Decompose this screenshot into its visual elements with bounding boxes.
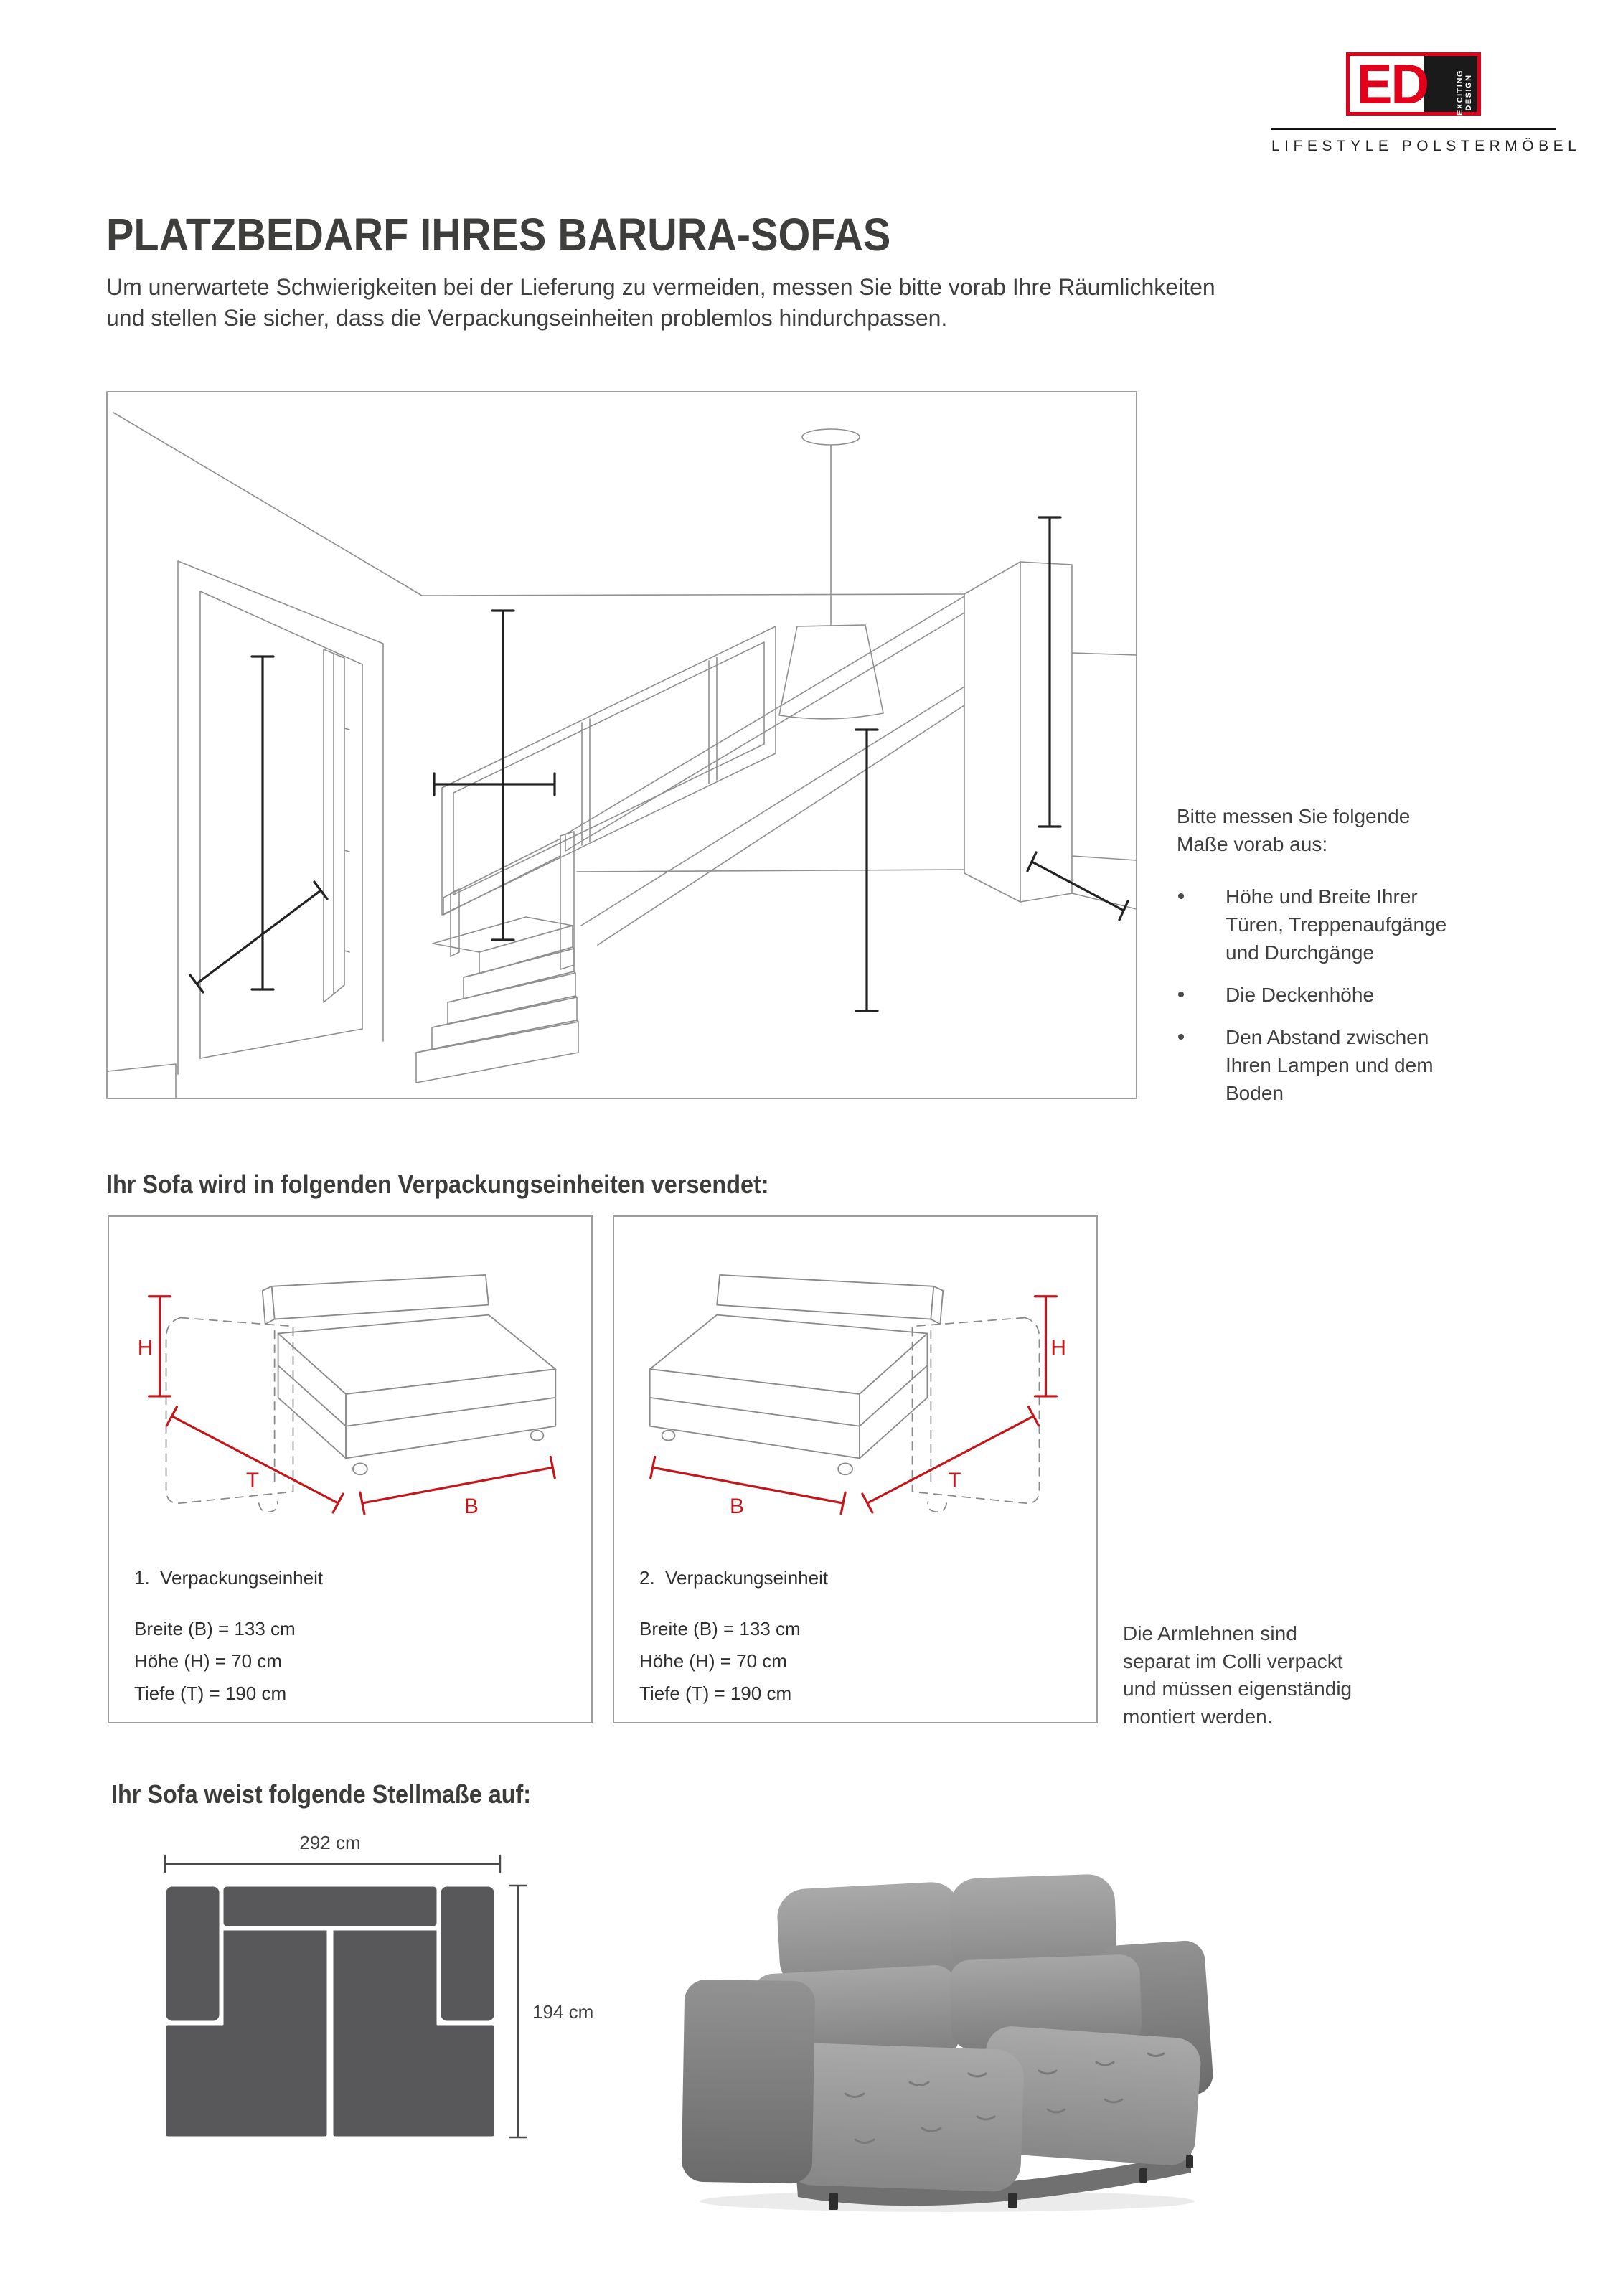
sofa-armrest-left (682, 1979, 816, 2183)
packaging-unit-1-card (108, 1215, 593, 1723)
intro-line-1: Um unerwartete Schwierigkeiten bei der Lieferung zu vermeiden, messen Sie bitte vorab Ihre Räumlichkeiten (106, 274, 1215, 300)
footprint-plan (151, 1819, 596, 2149)
brand-block (1271, 52, 1581, 155)
logo-vertical-text (1456, 70, 1473, 116)
sofa-top-view (165, 1886, 495, 2137)
walls-drawing (108, 413, 964, 1098)
logo-divider (1271, 128, 1556, 130)
packaging-unit-1-illustration (109, 1217, 591, 1554)
stair-railing-drawing (565, 596, 964, 945)
armrest-note: Die Armlehnen sind separat im Colli verpackt und müssen eigenständig montiert werden. (1123, 1622, 1352, 1728)
list-item (1177, 883, 1464, 966)
footprint-depth-arrow (509, 1886, 527, 2137)
door-width-arrow (190, 882, 327, 992)
packaging-heading: Ihr Sofa wird in folgenden Verpackungseinheiten versendet: (106, 1170, 769, 1199)
intro-line-2: und stellen Sie sicher, dass die Verpackungseinheiten problemlos hindurchpassen. (106, 305, 948, 331)
brand-tagline: LIFESTYLE POLSTERMÖBEL (1271, 138, 1581, 154)
footprint-width-arrow (165, 1855, 500, 1873)
page-title-text: PLATZBEDARF IHRES BARURA-SOFAS (106, 209, 891, 260)
door-drawing (178, 561, 383, 1074)
depth-dim-label: T (948, 1469, 961, 1493)
width-dim-label: B (464, 1494, 479, 1518)
footprint-heading: Ihr Sofa weist folgende Stellmaße auf: (111, 1779, 532, 1809)
depth-dim-label: T (245, 1469, 260, 1493)
packaging-unit-2-card (613, 1215, 1098, 1723)
dim-tiefe: Tiefe (T) = 190 cm (134, 1683, 287, 1704)
height-dim-label: H (1050, 1336, 1066, 1360)
logo-vertical-line2: DESIGN (1464, 74, 1474, 111)
packaging-unit-label: 1. Verpackungseinheit (134, 1567, 324, 1589)
list-item (1177, 981, 1464, 1009)
dim-hoehe: Höhe (H) = 70 cm (639, 1650, 787, 1672)
sofa-photo-illustration (646, 1851, 1234, 2213)
passage-width-arrow (1027, 852, 1128, 920)
packaging-unit-2-illustration (614, 1217, 1096, 1554)
dim-tiefe: Tiefe (T) = 190 cm (639, 1683, 792, 1704)
packaging-unit-dimensions (134, 1613, 296, 1710)
logo-vertical-line1: EXCITING (1456, 70, 1465, 116)
page-title (106, 208, 978, 261)
armrest-left-plan (165, 1886, 220, 2022)
measure-note (1177, 802, 1464, 1121)
armrest-right-plan (440, 1886, 495, 2022)
width-dim-label: B (730, 1494, 744, 1518)
packaging-unit-label: 2. Verpackungseinheit (639, 1567, 829, 1589)
stairs-drawing (416, 832, 578, 1083)
footprint-depth-label: 194 cm (532, 2001, 594, 2023)
list-item (1177, 1023, 1464, 1107)
bullet-icon (1178, 1034, 1184, 1040)
measure-note-heading: Bitte messen Sie folgende Maße vorab aus: (1177, 805, 1411, 855)
footprint-width-label: 292 cm (299, 1832, 361, 1853)
backrest-plan (222, 1886, 438, 1927)
bullet-text: Den Abstand zwischen Ihren Lampen und dem Boden (1226, 1026, 1434, 1104)
packaging-unit-dimensions (639, 1613, 801, 1710)
dim-breite: Breite (B) = 133 cm (639, 1618, 801, 1639)
height-dim-label: H (137, 1336, 154, 1360)
figure-border (107, 392, 1137, 1098)
room-measurement-illustration (106, 391, 1137, 1099)
ceiling-height-arrow (492, 611, 514, 940)
dim-breite: Breite (B) = 133 cm (134, 1618, 296, 1639)
bullet-text: Höhe und Breite Ihrer Türen, Treppenaufgänge und Durchgänge (1226, 885, 1447, 964)
bullet-icon (1178, 893, 1184, 899)
logo-ed-letters: ED (1357, 52, 1429, 116)
bullet-text: Die Deckenhöhe (1226, 984, 1375, 1006)
stair-width-arrow (434, 773, 555, 795)
dim-hoehe: Höhe (H) = 70 cm (134, 1650, 282, 1672)
bullet-icon (1178, 992, 1184, 997)
brand-logo (1346, 52, 1481, 116)
